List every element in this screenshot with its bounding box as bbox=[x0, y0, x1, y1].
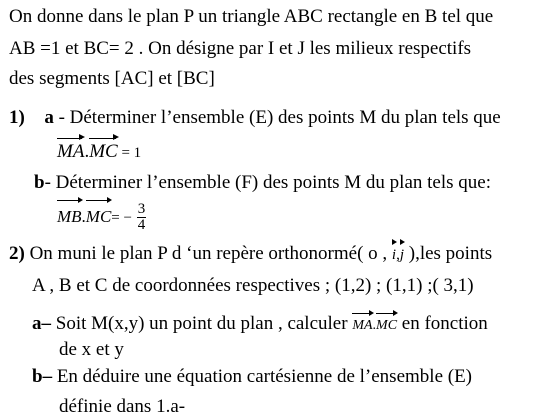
question-2a-text: Soit M(x,y) un point du plan , calculer bbox=[51, 313, 353, 334]
intro-line-1: On donne dans le plan P un triangle ABC rectangle en B tel que bbox=[9, 6, 494, 27]
intro-line-3: des segments [AC] et [BC] bbox=[9, 68, 215, 89]
vector-ma-2: MA bbox=[352, 315, 372, 337]
question-2-text: On muni le plan P d ‘un repère orthonormé( o , bbox=[24, 243, 388, 264]
vector-mc-2: MC bbox=[86, 202, 112, 232]
question-1b-text: - Déterminer l’ensemble (F) des points M du plan tels que: bbox=[44, 172, 491, 193]
fraction-denominator: 4 bbox=[137, 217, 146, 234]
question-2 bbox=[9, 243, 492, 266]
vector-i: i bbox=[392, 244, 396, 266]
question-1b-equation: MB.MC= − $\frac{3}{4}$ bbox=[57, 201, 146, 234]
question-2a: a– Soit M(x,y) un point du plan , calculer MA.MC en fonction bbox=[32, 313, 488, 337]
fraction-three-quarters bbox=[137, 202, 147, 233]
question-2-text-end: ),les points bbox=[404, 243, 493, 264]
question-2a-line-2: de x et y bbox=[59, 339, 124, 360]
fraction-numerator: 3 bbox=[137, 201, 146, 218]
question-2b-text: En déduire une équation cartésienne de l’ensemble (E) bbox=[52, 366, 473, 387]
equation-equals: = − bbox=[111, 210, 132, 226]
question-2b-line-2: définie dans 1.a- bbox=[59, 396, 186, 417]
question-1b-label: b bbox=[34, 172, 45, 193]
vector-mc-3: MC bbox=[376, 315, 397, 337]
question-2b bbox=[32, 366, 472, 388]
question-2-line-2: A , B et C de coordonnées respectives ; (1,2) ; (1,1) ;( 3,1) bbox=[32, 275, 474, 296]
vector-mb: MB bbox=[57, 202, 82, 232]
question-2a-text-end: en fonction bbox=[397, 313, 488, 334]
question-2b-label: b– bbox=[32, 366, 53, 387]
question-2a-label: a– bbox=[32, 313, 51, 334]
question-1b bbox=[34, 172, 491, 194]
question-1a-label: a bbox=[44, 107, 54, 128]
intro-line-2: AB =1 et BC= 2 . On désigne par I et J les milieux respectifs bbox=[9, 38, 472, 59]
vector-ma: MA bbox=[57, 141, 85, 162]
question-1a bbox=[9, 107, 501, 129]
vector-j: j bbox=[400, 244, 404, 266]
question-2-number: 2) bbox=[9, 243, 25, 264]
question-1a-equation: MA.MC = 1 bbox=[57, 141, 142, 162]
question-1a-text: - Déterminer l’ensemble (E) des points M du plan tels que bbox=[53, 107, 501, 128]
question-1-number: 1) bbox=[9, 107, 25, 128]
vector-separator: , bbox=[396, 247, 400, 263]
vector-mc: MC bbox=[89, 141, 118, 162]
equation-rhs: = 1 bbox=[117, 145, 142, 161]
